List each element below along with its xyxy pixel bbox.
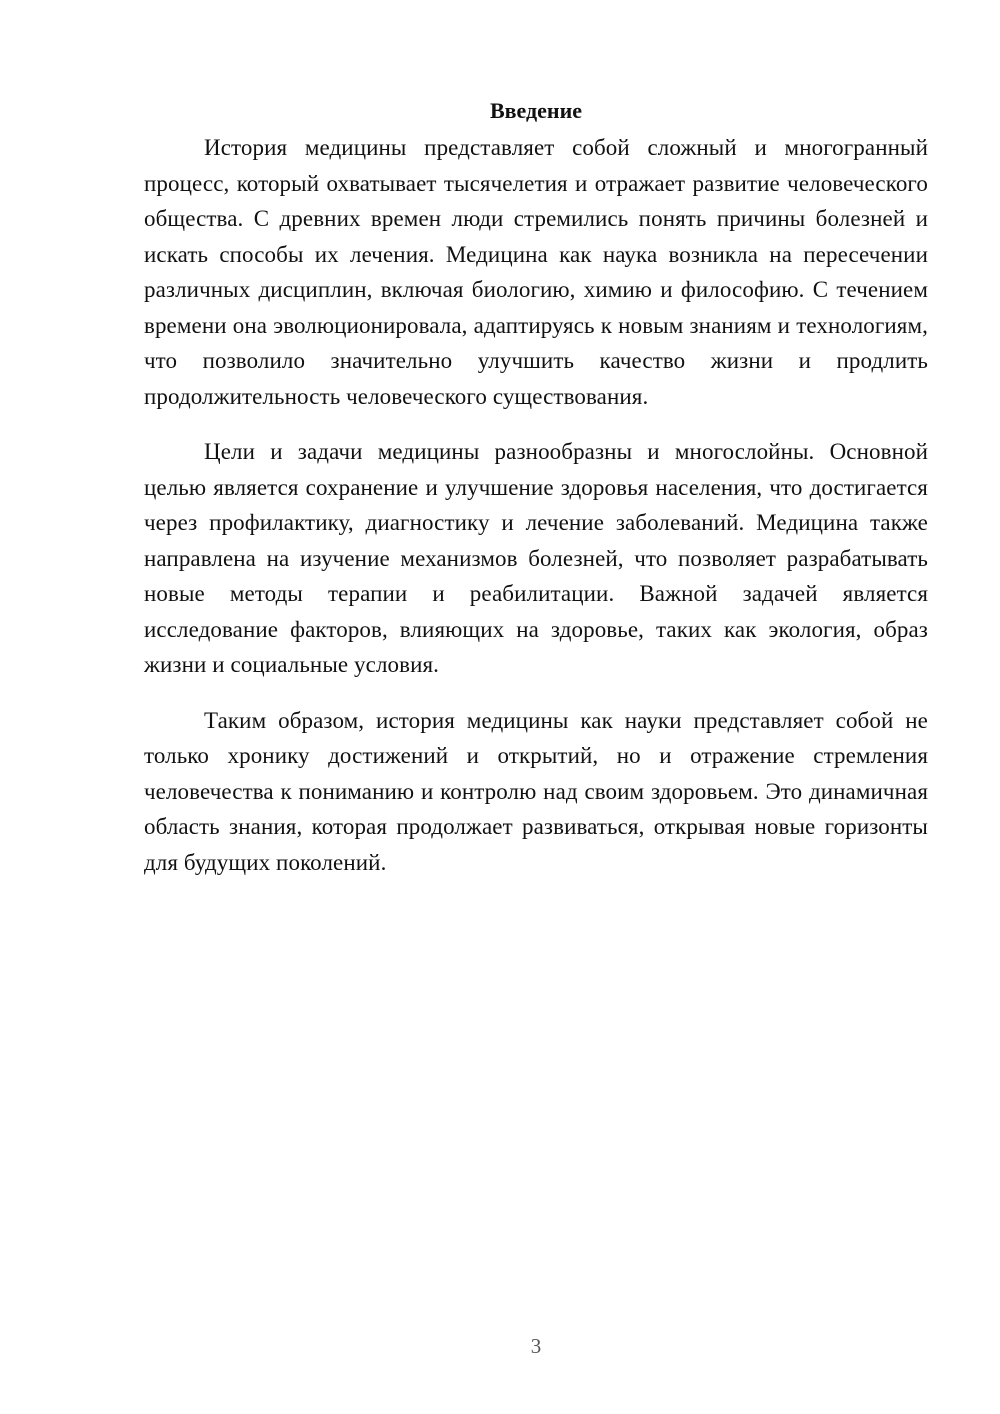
page-number: 3 (530, 1334, 542, 1358)
paragraph-goals: Цели и задачи медицины разнообразны и многослойны. Основной целью является сохранение и улучшение здоровья населения, что достигается через профилактику, диагностику и лечение заболеваний. Медицина также направлена на изучение механизмов болезней, что позволяет разрабатывать новые методы терапии и реабилитации. Важной задачей является исследование факторов, влияющих на здоровье, таких как экология, образ жизни и социальные условия. (144, 439, 928, 677)
page-content (144, 96, 928, 900)
section-heading: Введение (489, 98, 583, 123)
paragraph-conclusion: Таким образом, история медицины как науки представляет собой не только хронику достижений и открытий, но и отражение стремления человечества к пониманию и контролю над своим здоровьем. Это динамичная область знания, которая продолжает развиваться, открывая новые горизонты для будущих поколений. (144, 707, 928, 875)
paragraph-history: История медицины представляет собой сложный и многогранный процесс, который охватывает тысячелетия и отражает развитие человеческого общества. С древних времен люди стремились понять причины болезней и искать способы их лечения. Медицина как наука возникла на пересечении различных дисциплин, включая биологию, химию и философию. С течением времени она эволюционировала, адаптируясь к новым знаниям и технологиям, что позволило значительно улучшить качество жизни и продлить продолжительность человеческого существования. (144, 135, 928, 409)
